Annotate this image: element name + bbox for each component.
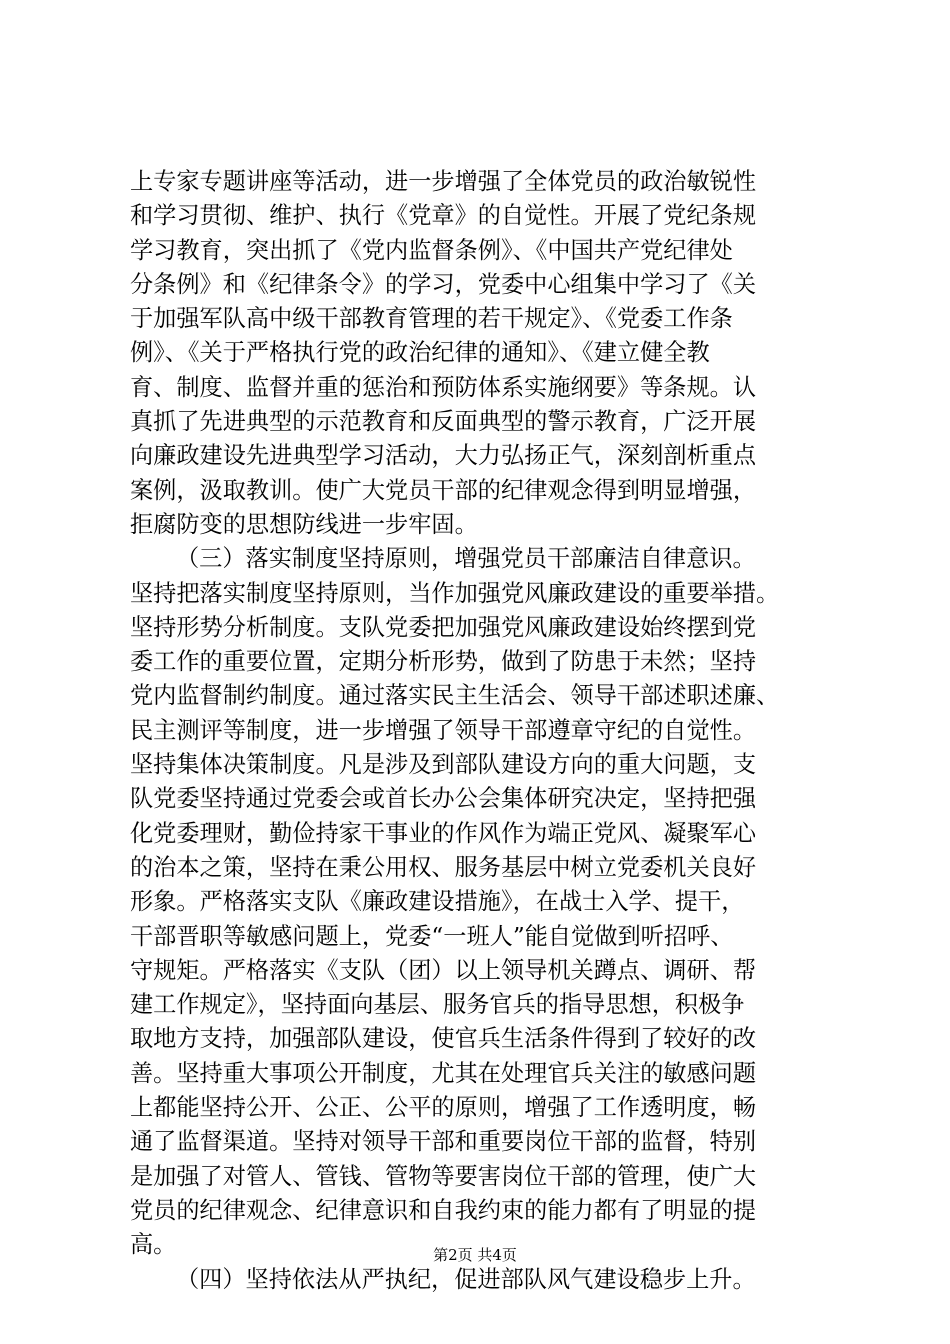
text-line: 上专家专题讲座等活动，进一步增强了全体党员的政治敏锐性 — [130, 168, 757, 195]
text-line: 取地方支持，加强部队建设，使官兵生活条件得到了较好的改 — [130, 1025, 757, 1053]
text-line: 案例，汲取教训。使广大党员干部的纪律观念得到明显增强， — [130, 476, 757, 504]
text-line: 民主测评等制度，进一步增强了领导干部遵章守纪的自觉性。 — [130, 716, 757, 744]
text-line: 坚持把落实制度坚持原则，当作加强党风廉政建设的重要举措。 — [130, 579, 780, 607]
text-line: 学习教育，突出抓了《党内监督条例》、《中国共产党纪律处 — [130, 236, 733, 264]
section-heading: （三）落实制度坚持原则，增强党员干部廉洁自律意识。 — [176, 545, 756, 573]
text-line: 形象。严格落实支队《廉政建设措施》，在战士入学、提干， — [130, 888, 745, 916]
text-line: 的治本之策，坚持在秉公用权、服务基层中树立党委机关良好 — [130, 853, 757, 881]
text-line: 坚持集体决策制度。凡是涉及到部队建设方向的重大问题，支 — [130, 751, 757, 779]
document-body — [130, 165, 826, 1297]
text-line: 善。坚持重大事项公开制度，尤其在处理官兵关注的敏感问题 — [130, 1059, 757, 1087]
text-line: 和学习贯彻、维护、执行《党章》的自觉性。开展了党纪条规 — [130, 202, 757, 230]
text-line: 化党委理财，勤俭持家干事业的作风作为端正党风、凝聚军心 — [130, 819, 757, 847]
text-line: 委工作的重要位置，定期分析形势，做到了防患于未然；坚持 — [130, 648, 757, 676]
text-line: 是加强了对管人、管钱、管物等要害岗位干部的管理，使广大 — [130, 1162, 757, 1190]
text-line: 拒腐防变的思想防线进一步牢固。 — [130, 510, 478, 538]
text-line: 建工作规定》，坚持面向基层、服务官兵的指导思想，积极争 — [130, 991, 745, 1019]
text-line: 通了监督渠道。坚持对领导干部和重要岗位干部的监督，特别 — [130, 1128, 757, 1156]
text-line: 分条例》和《纪律条令》的学习，党委中心组集中学习了《关 — [130, 270, 757, 298]
text-line: 真抓了先进典型的示范教育和反面典型的警示教育，广泛开展 — [130, 408, 757, 436]
text-line: 党内监督制约制度。通过落实民主生活会、领导干部述职述廉、 — [130, 682, 780, 710]
section-heading: （四）坚持依法从严执纪，促进部队风气建设稳步上升。 — [176, 1265, 756, 1293]
text-line: 例》、《关于严格执行党的政治纪律的通知》、《建立健全教 — [130, 339, 710, 367]
page-footer: 第2页 共4页 — [433, 1246, 517, 1264]
text-line: 向廉政建设先进典型学习活动，大力弘扬正气，深刻剖析重点 — [130, 442, 757, 470]
text-line: 高。 — [130, 1231, 177, 1259]
text-line: 干部晋职等敏感问题上，党委“一班人”能自觉做到听招呼、 — [130, 922, 734, 950]
text-line: 队党委坚持通过党委会或首长办公会集体研究决定，坚持把强 — [130, 785, 757, 813]
text-line: 于加强军队高中级干部教育管理的若干规定》、《党委工作条 — [130, 305, 733, 333]
text-line: 坚持形势分析制度。支队党委把加强党风廉政建设始终摆到党 — [130, 613, 757, 641]
text-line: 上都能坚持公开、公正、公平的原则，增强了工作透明度，畅 — [130, 1094, 757, 1122]
text-line: 育、制度、监督并重的惩治和预防体系实施纲要》等条规。认 — [130, 373, 757, 401]
text-line: 守规矩。严格落实《支队（团）以上领导机关蹲点、调研、帮 — [130, 956, 757, 984]
text-line: 党员的纪律观念、纪律意识和自我约束的能力都有了明显的提 — [130, 1196, 757, 1224]
